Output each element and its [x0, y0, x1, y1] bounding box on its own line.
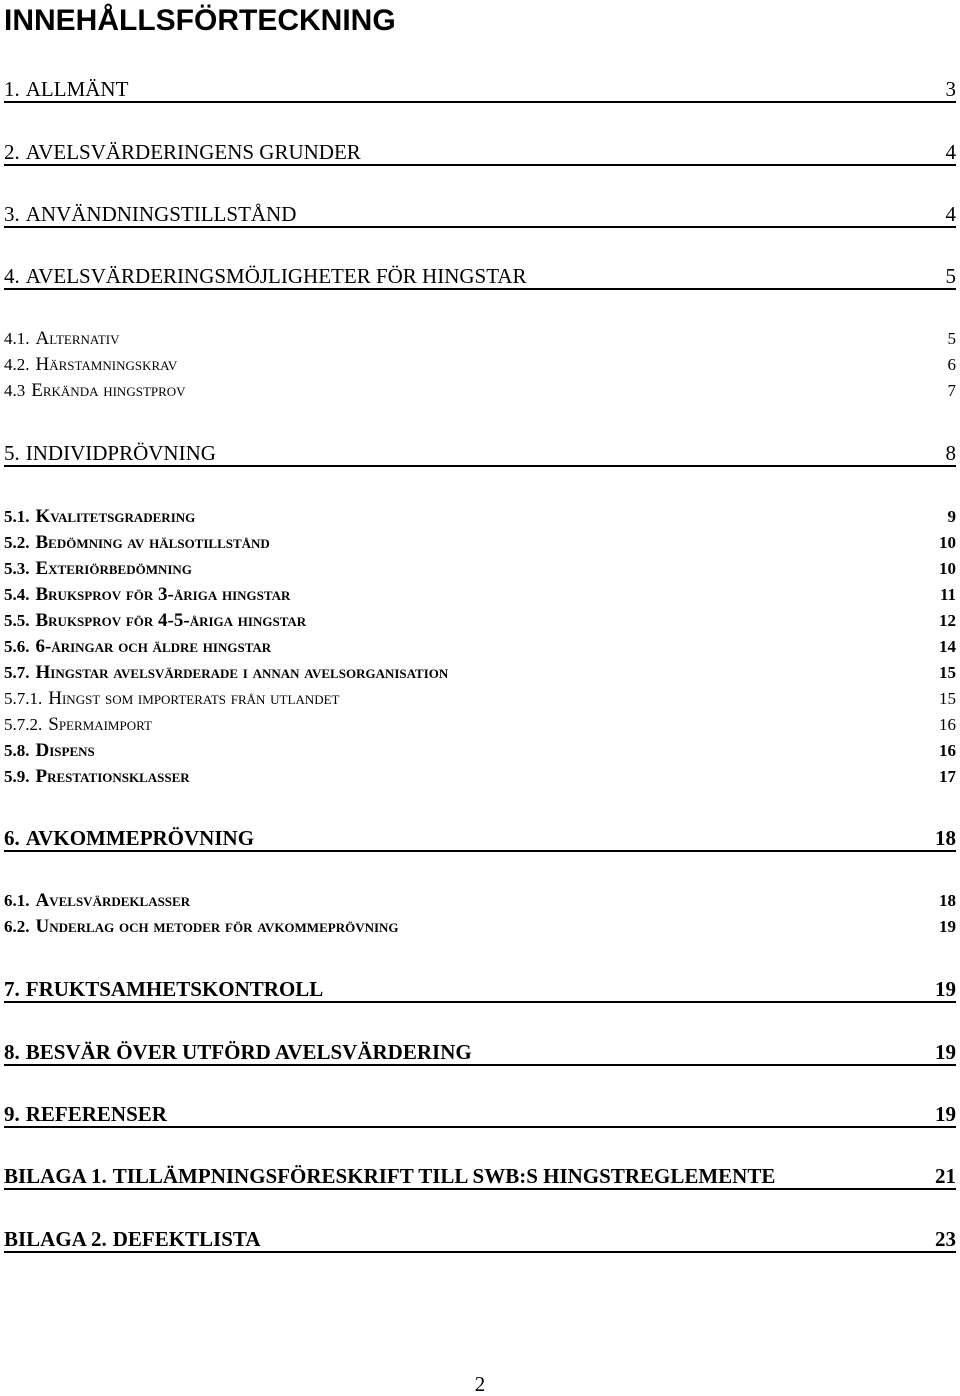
entry-page: 15	[939, 689, 956, 708]
entry-label: TILLÄMPNINGSFÖRESKRIFT TILL SWB:S HINGSTREGLEMENTE	[112, 1164, 776, 1188]
toc-entry-referenser[interactable]	[4, 1102, 956, 1128]
toc-entry-5-7-2[interactable]	[4, 714, 956, 736]
entry-page: 10	[939, 559, 956, 578]
entry-label: ALLMÄNT	[25, 77, 129, 101]
entry-label: ANVÄNDNINGSTILLSTÅND	[25, 202, 297, 226]
toc-entry-bilaga-1[interactable]	[4, 1164, 956, 1190]
toc-entry-4-2[interactable]	[4, 354, 956, 376]
entry-label: AVELSVÄRDERINGENS GRUNDER	[25, 140, 361, 164]
toc-entry-5-1[interactable]	[4, 506, 956, 528]
entry-page: 9	[947, 507, 956, 526]
entry-page: 17	[939, 767, 956, 786]
toc-entry-5-3[interactable]	[4, 558, 956, 580]
toc-entry-5-5[interactable]	[4, 610, 956, 632]
entry-number: 5.6.	[4, 637, 30, 656]
entry-label: Exteriörbedömning	[35, 558, 192, 579]
toc-entry-avelsvarderingens-grunder[interactable]	[4, 140, 956, 166]
entry-number: 7.	[4, 977, 20, 1001]
toc-entry-fruktsamhetskontroll[interactable]	[4, 977, 956, 1003]
entry-page: 19	[935, 1040, 956, 1064]
toc-entry-avkommeprovning[interactable]	[4, 826, 956, 852]
entry-label: Erkända hingstprov	[31, 380, 186, 401]
toc-entry-5-7-1[interactable]	[4, 688, 956, 710]
entry-page: 15	[939, 663, 956, 682]
entry-number: 1.	[4, 77, 20, 101]
entry-number: 5.7.	[4, 663, 30, 682]
entry-page: 8	[945, 441, 956, 465]
entry-label: Hingstar avelsvärderade i annan avelsorganisation	[35, 662, 449, 683]
entry-page: 12	[939, 611, 956, 630]
entry-page: 18	[935, 826, 956, 850]
entry-label: BESVÄR ÖVER UTFÖRD AVELSVÄRDERING	[25, 1040, 472, 1064]
entry-page: 23	[935, 1227, 956, 1251]
entry-page: 18	[939, 891, 956, 910]
entry-page: 16	[939, 715, 956, 734]
entry-number: 5.5.	[4, 611, 30, 630]
entry-page: 19	[935, 1102, 956, 1126]
entry-page: 14	[939, 637, 956, 656]
entry-number: 5.2.	[4, 533, 30, 552]
entry-number: 9.	[4, 1102, 20, 1126]
entry-label: FRUKTSAMHETSKONTROLL	[25, 977, 324, 1001]
entry-number: 5.7.1.	[4, 689, 43, 708]
entry-label: AVKOMMEPRÖVNING	[25, 826, 255, 850]
toc-entry-6-2[interactable]	[4, 916, 956, 938]
entry-number: 4.2.	[4, 355, 30, 374]
entry-label: Bedömning av hälsotillstånd	[35, 532, 270, 553]
entry-page: 16	[939, 741, 956, 760]
entry-label: Kvalitetsgradering	[35, 506, 196, 527]
entry-page: 3	[945, 77, 956, 101]
entry-number: 3.	[4, 202, 20, 226]
entry-number: 5.1.	[4, 507, 30, 526]
entry-number: 4.1.	[4, 329, 30, 348]
entry-number: 4.	[4, 264, 20, 288]
toc-entry-4-3[interactable]	[4, 380, 956, 402]
toc-entry-anvandningstillstand[interactable]	[4, 202, 956, 228]
entry-page: 6	[947, 355, 956, 374]
entry-page: 21	[935, 1164, 956, 1188]
entry-page: 5	[945, 264, 956, 288]
entry-number: 6.1.	[4, 891, 30, 910]
entry-label: DEFEKTLISTA	[112, 1227, 261, 1251]
entry-number: 5.7.2.	[4, 715, 43, 734]
entry-label: Härstamningskrav	[35, 354, 178, 375]
entry-page: 10	[939, 533, 956, 552]
toc-entry-5-7[interactable]	[4, 662, 956, 684]
entry-page: 11	[939, 585, 956, 604]
entry-number: BILAGA 2.	[4, 1227, 107, 1251]
entry-label: Bruksprov för 4-5-åriga hingstar	[35, 610, 307, 631]
entry-number: 4.3	[4, 381, 26, 400]
toc-entry-5-9[interactable]	[4, 766, 956, 788]
page-number: 2	[474, 1372, 486, 1396]
toc-entry-5-6[interactable]	[4, 636, 956, 658]
entry-label: Avelsvärdeklasser	[35, 890, 191, 911]
entry-label: INDIVIDPRÖVNING	[25, 441, 216, 465]
entry-number: BILAGA 1.	[4, 1164, 107, 1188]
entry-number: 6.	[4, 826, 20, 850]
entry-label: Hingst som importerats från utlandet	[48, 688, 340, 709]
entry-number: 2.	[4, 140, 20, 164]
toc-title: INNEHÅLLSFÖRTECKNING	[4, 4, 396, 37]
entry-label: Underlag och metoder för avkommeprövning	[35, 916, 399, 937]
entry-label: REFERENSER	[25, 1102, 167, 1126]
toc-entry-4-1[interactable]	[4, 328, 956, 350]
entry-label: Spermaimport	[48, 714, 152, 735]
entry-label: Bruksprov för 3-åriga hingstar	[35, 584, 291, 605]
toc-entry-bilaga-2[interactable]	[4, 1227, 956, 1253]
entry-label: Prestationsklasser	[35, 766, 190, 787]
entry-label: Alternativ	[35, 328, 120, 349]
toc-entry-6-1[interactable]	[4, 890, 956, 912]
toc-entry-besvar[interactable]	[4, 1040, 956, 1066]
entry-label: Dispens	[35, 740, 95, 761]
toc-entry-5-4[interactable]	[4, 584, 956, 606]
entry-number: 6.2.	[4, 917, 30, 936]
entry-page: 19	[939, 917, 956, 936]
entry-number: 5.3.	[4, 559, 30, 578]
entry-number: 5.9.	[4, 767, 30, 786]
entry-number: 5.8.	[4, 741, 30, 760]
entry-page: 5	[947, 329, 956, 348]
toc-entry-allmant[interactable]	[4, 77, 956, 103]
toc-entry-5-2[interactable]	[4, 532, 956, 554]
entry-label: 6-åringar och äldre hingstar	[35, 636, 272, 657]
toc-entry-individprovning[interactable]	[4, 441, 956, 467]
entry-page: 4	[945, 202, 956, 226]
entry-page: 19	[935, 977, 956, 1001]
entry-number: 8.	[4, 1040, 20, 1064]
entry-page: 4	[945, 140, 956, 164]
toc-entry-5-8[interactable]	[4, 740, 956, 762]
entry-page: 7	[947, 381, 956, 400]
entry-label: AVELSVÄRDERINGSMÖJLIGHETER FÖR HINGSTAR	[25, 264, 527, 288]
entry-number: 5.4.	[4, 585, 30, 604]
entry-number: 5.	[4, 441, 20, 465]
toc-entry-avelsvarderingsmojligheter[interactable]	[4, 264, 956, 290]
